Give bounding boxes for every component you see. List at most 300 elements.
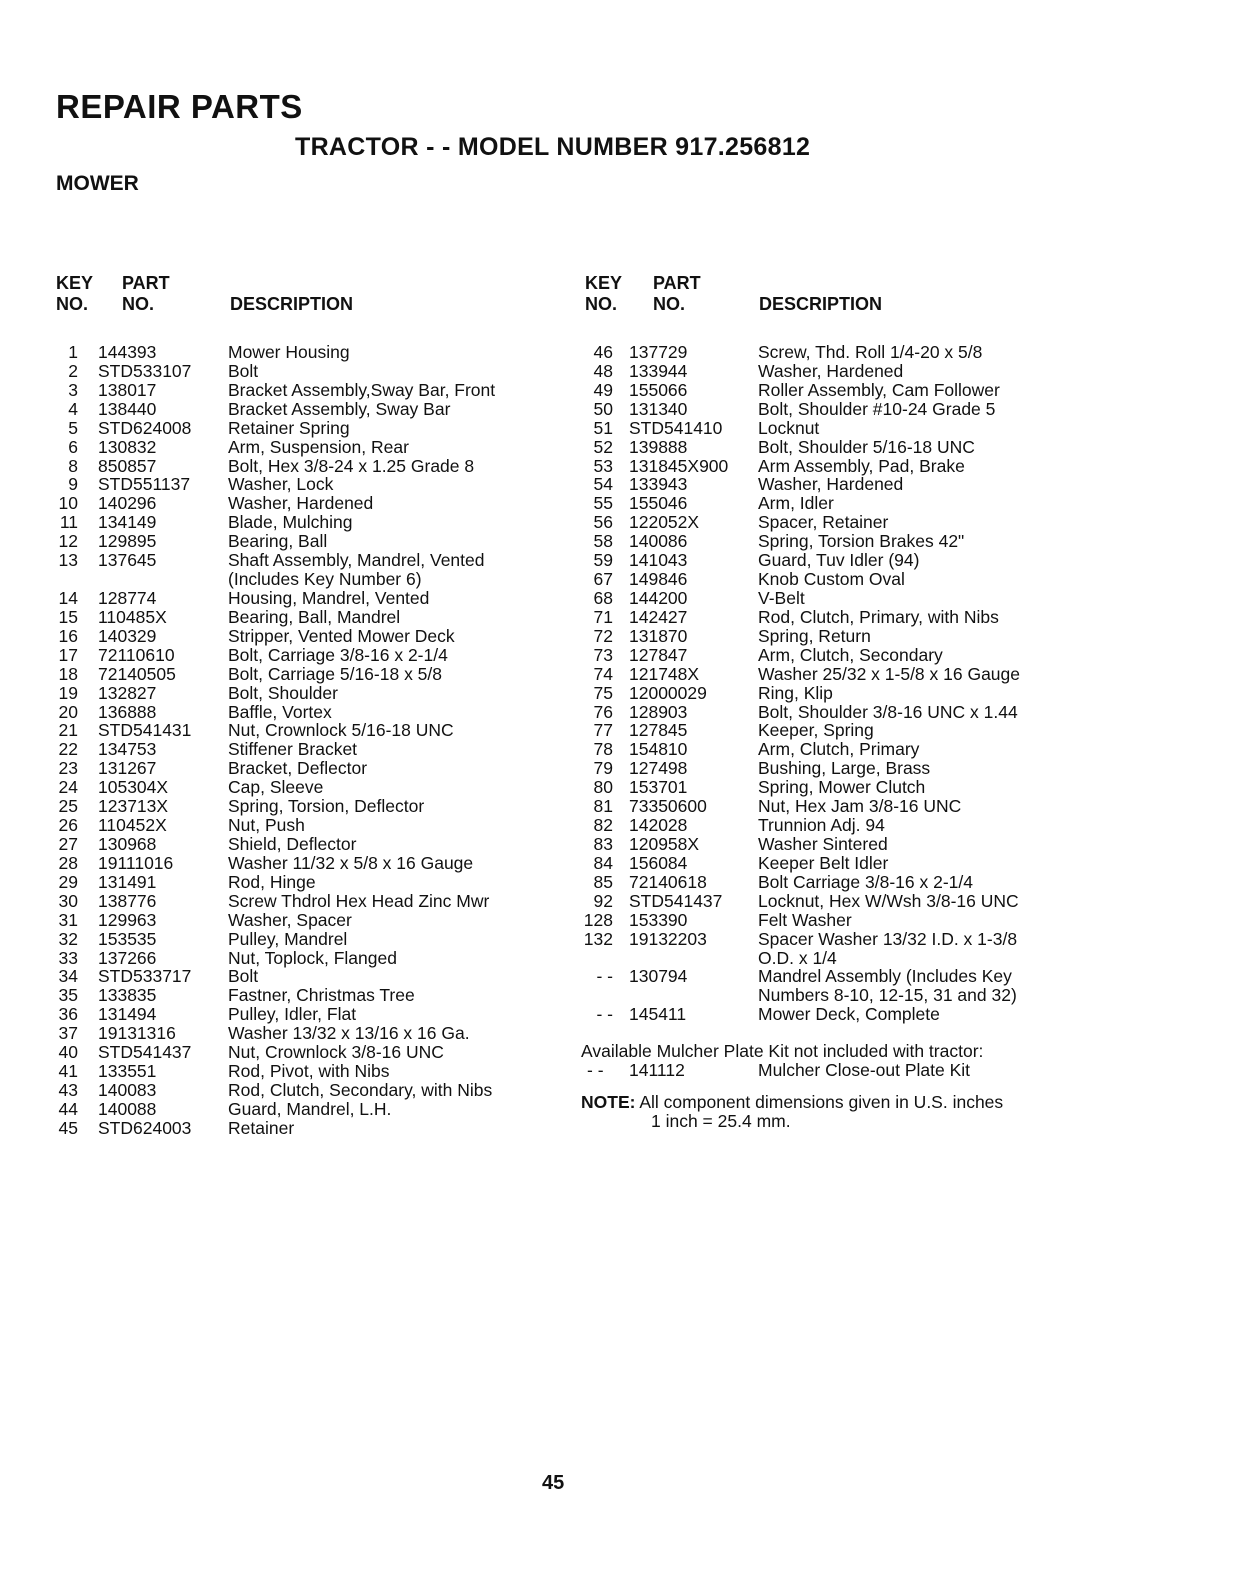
- key-number: 76: [593, 701, 613, 722]
- key-number: 30: [58, 890, 78, 911]
- part-description: Arm, Idler: [758, 493, 834, 514]
- part-description: Trunnion Adj. 94: [758, 815, 885, 836]
- key-number: 33: [58, 947, 78, 968]
- table-row: [52, 608, 542, 627]
- key-number: 17: [58, 644, 78, 665]
- part-number: 133835: [98, 985, 157, 1006]
- table-row: [52, 381, 542, 400]
- table-row: [581, 419, 1081, 438]
- part-number: 140083: [98, 1079, 157, 1100]
- key-number: 43: [58, 1079, 78, 1100]
- key-number: 83: [593, 833, 613, 854]
- description-header: DESCRIPTION: [759, 294, 883, 314]
- part-description: Locknut, Hex W/Wsh 3/8-16 UNC: [758, 890, 1019, 911]
- table-row: [52, 949, 542, 968]
- key-number: 128: [583, 909, 613, 930]
- part-description: Housing, Mandrel, Vented: [228, 588, 430, 608]
- part-number: 129895: [98, 531, 157, 552]
- table-row: [581, 721, 1081, 740]
- part-description: Roller Assembly, Cam Follower: [758, 379, 1000, 400]
- table-row: [52, 589, 542, 608]
- part-description: Washer, Hardened: [228, 493, 374, 514]
- part-number: 72140505: [98, 663, 176, 684]
- note-line-2: 1 inch = 25.4 mm.: [651, 1111, 791, 1131]
- key-number: 41: [58, 1061, 78, 1082]
- key-number: 85: [593, 871, 613, 892]
- part-description: Bolt, Carriage 5/16-18 x 5/8: [228, 663, 443, 684]
- part-description: Bolt: [228, 966, 259, 987]
- table-row: [52, 816, 542, 835]
- part-description: Washer 25/32 x 1-5/8 x 16 Gauge: [758, 663, 1021, 684]
- key-number: 28: [58, 852, 78, 873]
- part-description: Keeper, Spring: [758, 720, 874, 741]
- table-row: [581, 740, 1081, 759]
- part-description: Bolt, Shoulder 5/16-18 UNC: [758, 436, 975, 457]
- part-description: Bushing, Large, Brass: [758, 758, 931, 779]
- key-number: 15: [58, 606, 78, 627]
- part-description: Nut, Crownlock 5/16-18 UNC: [228, 720, 454, 741]
- part-description: Guard, Tuv Idler (94): [758, 550, 920, 571]
- key-number: 54: [593, 474, 613, 495]
- table-row: [52, 703, 542, 722]
- part-number: 72140618: [629, 871, 707, 892]
- table-row: [581, 778, 1081, 797]
- key-number: 27: [58, 833, 78, 854]
- part-number: 153390: [629, 909, 688, 930]
- key-number: 74: [593, 663, 613, 684]
- table-row: [581, 475, 1081, 494]
- part-description: Ring, Klip: [758, 682, 833, 703]
- part-number: 121748X: [629, 663, 700, 684]
- key-number: 25: [58, 796, 78, 817]
- part-description: Rod, Clutch, Secondary, with Nibs: [228, 1079, 493, 1100]
- key-number: 71: [593, 606, 613, 627]
- key-number: 1: [68, 342, 78, 362]
- table-row: [52, 1005, 542, 1024]
- part-description: Washer Sintered: [758, 833, 888, 854]
- table-row: [581, 494, 1081, 513]
- table-row: [581, 911, 1081, 930]
- part-description: Nut, Push: [228, 815, 305, 836]
- part-description: Spring, Return: [758, 625, 871, 646]
- part-number: 131494: [98, 1004, 157, 1025]
- key-number: 13: [58, 550, 78, 571]
- part-number: STD541431: [98, 720, 192, 741]
- part-number: 130968: [98, 833, 157, 854]
- part-number: 133551: [98, 1061, 157, 1082]
- key-number: 11: [59, 512, 78, 533]
- key-number: 132: [583, 928, 613, 949]
- part-number: 132827: [98, 682, 157, 703]
- part-number: 155066: [629, 379, 688, 400]
- key-number: 20: [58, 701, 78, 722]
- part-description: Nut, Toplock, Flanged: [228, 947, 397, 968]
- part-description: Bolt, Shoulder #10-24 Grade 5: [758, 398, 996, 419]
- key-number: 14: [58, 588, 78, 608]
- part-number: 138776: [98, 890, 157, 911]
- part-number: 137266: [98, 947, 157, 968]
- part-number: 153535: [98, 928, 157, 949]
- part-number: 134149: [98, 512, 157, 533]
- key-number: 50: [593, 398, 613, 419]
- table-row: [52, 930, 542, 949]
- key-number: 31: [58, 909, 78, 930]
- key-number: 23: [58, 758, 78, 779]
- key-number: 36: [58, 1004, 78, 1025]
- part-description: Screw, Thd. Roll 1/4-20 x 5/8: [758, 342, 983, 362]
- description-header: DESCRIPTION: [230, 294, 354, 314]
- key-number: 18: [58, 663, 78, 684]
- part-number: 127845: [629, 720, 688, 741]
- table-row: [581, 854, 1081, 873]
- key-header-1: KEY: [56, 273, 94, 293]
- table-row: [581, 381, 1081, 400]
- part-number: 127847: [629, 644, 688, 665]
- key-number: 44: [58, 1098, 78, 1119]
- part-number: 138440: [98, 398, 157, 419]
- part-description: V-Belt: [758, 587, 805, 608]
- part-number: 130794: [629, 966, 688, 987]
- part-description: Mower Deck, Complete: [758, 1004, 940, 1025]
- part-number: 105304X: [98, 777, 169, 798]
- part-number: 134753: [98, 739, 157, 760]
- part-number: 142427: [629, 606, 688, 627]
- key-number: 68: [593, 587, 613, 608]
- key-number: 49: [593, 379, 613, 400]
- mulcher-row: [581, 1061, 983, 1080]
- part-description: Arm Assembly, Pad, Brake: [758, 455, 965, 476]
- part-description: Spring, Torsion, Deflector: [228, 796, 425, 817]
- part-number: STD551137: [98, 474, 191, 495]
- part-description: Washer 11/32 x 5/8 x 16 Gauge: [228, 852, 474, 873]
- part-description: Blade, Mulching: [228, 512, 353, 533]
- part-description: Bracket Assembly,Sway Bar, Front: [228, 379, 496, 400]
- table-row: [52, 854, 542, 873]
- part-description: Stiffener Bracket: [228, 739, 358, 760]
- part-number: 120958X: [629, 833, 700, 854]
- key-number: 78: [593, 739, 613, 760]
- part-description: Bolt Carriage 3/8-16 x 2-1/4: [758, 871, 973, 892]
- key-number: 53: [593, 455, 613, 476]
- part-number: 153701: [629, 777, 688, 798]
- table-row: [581, 532, 1081, 551]
- key-number: 79: [593, 758, 613, 779]
- key-number: - -: [596, 1004, 613, 1025]
- key-number: 40: [58, 1042, 78, 1063]
- part-number: 131870: [629, 625, 688, 646]
- part-number: 122052X: [629, 512, 700, 533]
- part-description: Rod, Hinge: [228, 871, 316, 892]
- part-description: Washer, Spacer: [228, 909, 352, 930]
- part-number: STD624008: [98, 417, 192, 438]
- part-description: Rod, Pivot, with Nibs: [228, 1061, 390, 1082]
- mulcher-part: 141112: [629, 1060, 685, 1080]
- table-row: [52, 532, 542, 551]
- key-number: 16: [58, 625, 78, 646]
- part-number: 110485X: [98, 606, 167, 627]
- part-description: Guard, Mandrel, L.H.: [228, 1098, 392, 1119]
- table-row: [581, 873, 1081, 892]
- key-header-2: NO.: [585, 294, 618, 314]
- key-number: 81: [593, 796, 613, 817]
- table-row: [52, 513, 542, 532]
- key-number: 82: [593, 815, 613, 836]
- table-row: [52, 1043, 542, 1062]
- mulcher-key: - -: [587, 1060, 604, 1080]
- key-number: 35: [58, 985, 78, 1006]
- key-number: 8: [68, 455, 78, 476]
- part-description: Bolt, Shoulder: [228, 682, 338, 703]
- key-number: 34: [58, 966, 78, 987]
- key-number: 55: [593, 493, 613, 514]
- part-number: 156084: [629, 852, 688, 873]
- part-number: 145411: [629, 1004, 687, 1025]
- part-description: Arm, Clutch, Secondary: [758, 644, 943, 665]
- table-row: [52, 759, 542, 778]
- dimension-note: [581, 1093, 1003, 1131]
- part-description: Washer, Lock: [228, 474, 334, 495]
- part-description: Washer, Hardened: [758, 474, 904, 495]
- table-row: [52, 627, 542, 646]
- part-number: 12000029: [629, 682, 707, 703]
- key-number: 3: [68, 379, 78, 400]
- part-number: 140088: [98, 1098, 157, 1119]
- part-description: Felt Washer: [758, 909, 852, 930]
- table-row: [581, 400, 1081, 419]
- column-header: [581, 273, 1081, 343]
- part-number: 131845X900: [629, 455, 729, 476]
- part-number: 142028: [629, 815, 688, 836]
- key-number: 26: [58, 815, 78, 836]
- table-row: [52, 646, 542, 665]
- part-description: Washer 13/32 x 13/16 x 16 Ga.: [228, 1023, 470, 1044]
- table-row: [581, 816, 1081, 835]
- part-number: 155046: [629, 493, 688, 514]
- part-number: 144393: [98, 342, 157, 362]
- part-description: Shield, Deflector: [228, 833, 357, 854]
- part-number: 137729: [629, 342, 688, 362]
- part-number: 154810: [629, 739, 688, 760]
- part-number: STD533717: [98, 966, 192, 987]
- table-row: [52, 986, 542, 1005]
- part-number: 123713X: [98, 796, 169, 817]
- table-row: [581, 967, 1081, 1005]
- part-number: 19111016: [98, 852, 174, 873]
- part-header-2: NO.: [122, 294, 155, 314]
- part-description: Bearing, Ball: [228, 531, 328, 552]
- part-number: 141043: [629, 550, 688, 571]
- part-header-2: NO.: [653, 294, 686, 314]
- table-row: [581, 362, 1081, 381]
- table-row: [52, 797, 542, 816]
- table-row: [581, 703, 1081, 722]
- key-number: 72: [593, 625, 613, 646]
- key-number: 6: [68, 436, 78, 457]
- part-number: 140296: [98, 493, 157, 514]
- key-number: 75: [593, 682, 613, 703]
- table-row: [52, 911, 542, 930]
- table-row: [52, 362, 542, 381]
- key-number: 45: [58, 1117, 78, 1138]
- part-number: STD624003: [98, 1117, 192, 1138]
- key-number: 73: [593, 644, 613, 665]
- table-row: [581, 930, 1081, 968]
- part-description: Pulley, Mandrel: [228, 928, 348, 949]
- part-description: Bracket, Deflector: [228, 758, 368, 779]
- part-description: Nut, Hex Jam 3/8-16 UNC: [758, 796, 962, 817]
- table-row: [581, 646, 1081, 665]
- part-description: Rod, Clutch, Primary, with Nibs: [758, 606, 999, 627]
- part-description: Washer, Hardened: [758, 360, 904, 381]
- part-number: 73350600: [629, 796, 707, 817]
- subsection-title: MOWER: [56, 172, 139, 195]
- key-number: 77: [593, 720, 613, 741]
- table-row: [581, 570, 1081, 589]
- table-row: [52, 778, 542, 797]
- parts-list: [581, 343, 1081, 1024]
- table-row: [52, 400, 542, 419]
- part-description: Nut, Crownlock 3/8-16 UNC: [228, 1042, 444, 1063]
- key-header-1: KEY: [585, 273, 623, 293]
- table-row: [52, 1081, 542, 1100]
- part-description: Cap, Sleeve: [228, 777, 324, 798]
- table-row: [581, 759, 1081, 778]
- part-description: Locknut: [758, 417, 820, 438]
- model-title: TRACTOR - - MODEL NUMBER 917.256812: [295, 133, 811, 161]
- key-number: 51: [593, 417, 613, 438]
- part-number: 72110610: [98, 644, 175, 665]
- table-row: [52, 1024, 542, 1043]
- part-description: Retainer Spring: [228, 417, 350, 438]
- key-number: 48: [593, 360, 613, 381]
- part-description: Stripper, Vented Mower Deck: [228, 625, 455, 646]
- part-description: Mower Housing: [228, 342, 350, 362]
- key-number: 5: [68, 417, 78, 438]
- part-number: 128774: [98, 588, 157, 608]
- part-description: Baffle, Vortex: [228, 701, 332, 722]
- part-number: 127498: [629, 758, 688, 779]
- part-number: 131267: [98, 758, 157, 779]
- column-header: [52, 273, 542, 343]
- part-number: 110452X: [98, 815, 167, 836]
- key-number: 37: [58, 1023, 78, 1044]
- part-number: 136888: [98, 701, 157, 722]
- table-row: [581, 797, 1081, 816]
- table-row: [52, 419, 542, 438]
- part-description: Knob Custom Oval: [758, 569, 905, 590]
- key-number: 67: [593, 569, 613, 590]
- table-row: [52, 343, 542, 362]
- table-row: [52, 438, 542, 457]
- part-description: Screw Thdrol Hex Head Zinc Mwr: [228, 890, 490, 911]
- table-row: [52, 551, 542, 589]
- part-number: 19131316: [98, 1023, 176, 1044]
- table-row: [581, 1005, 1081, 1024]
- part-description: Keeper Belt Idler: [758, 852, 889, 873]
- part-description: Spring, Torsion Brakes 42": [758, 531, 965, 552]
- key-number: 29: [58, 871, 78, 892]
- key-number: 9: [68, 474, 78, 495]
- table-row: [581, 457, 1081, 476]
- table-row: [52, 1100, 542, 1119]
- table-row: [581, 589, 1081, 608]
- key-number: 32: [58, 928, 78, 949]
- key-number: 22: [58, 739, 78, 760]
- key-number: 19: [58, 682, 78, 703]
- part-description: Arm, Clutch, Primary: [758, 739, 920, 760]
- note-label: NOTE:: [581, 1092, 636, 1112]
- table-row: [581, 513, 1081, 532]
- part-description: Arm, Suspension, Rear: [228, 436, 409, 457]
- table-row: [581, 665, 1081, 684]
- part-description: Mandrel Assembly (Includes Key Numbers 8-10, 12-15, 31 and 32): [758, 966, 1017, 1006]
- mulcher-desc: Mulcher Close-out Plate Kit: [758, 1060, 971, 1080]
- part-description: Bolt: [228, 360, 259, 381]
- table-row: [52, 1119, 542, 1138]
- part-description: Shaft Assembly, Mandrel, Vented (Includes Key Number 6): [228, 550, 485, 590]
- key-number: 59: [593, 550, 613, 571]
- part-number: 130832: [98, 436, 157, 457]
- part-number: 19132203: [629, 928, 707, 949]
- part-description: Spacer, Retainer: [758, 512, 889, 533]
- part-description: Retainer: [228, 1117, 295, 1138]
- part-description: Spacer Washer 13/32 I.D. x 1-3/8 O.D. x 1/4: [758, 928, 1018, 968]
- key-number: 21: [58, 720, 78, 741]
- part-description: Bolt, Carriage 3/8-16 x 2-1/4: [228, 644, 448, 665]
- table-row: [52, 892, 542, 911]
- part-description: Bearing, Ball, Mandrel: [228, 606, 401, 627]
- table-row: [52, 740, 542, 759]
- table-row: [581, 343, 1081, 362]
- part-number: 129963: [98, 909, 157, 930]
- key-number: 84: [593, 852, 613, 873]
- table-row: [581, 684, 1081, 703]
- key-number: 80: [593, 777, 613, 798]
- table-row: [581, 892, 1081, 911]
- part-number: 138017: [98, 379, 157, 400]
- part-description: Spring, Mower Clutch: [758, 777, 926, 798]
- key-number: 12: [58, 531, 78, 552]
- key-number: 46: [593, 342, 613, 362]
- key-number: 2: [68, 360, 78, 381]
- table-row: [52, 873, 542, 892]
- part-number: STD541437: [98, 1042, 192, 1063]
- key-number: 4: [68, 398, 78, 419]
- table-row: [581, 627, 1081, 646]
- key-number: 58: [593, 531, 613, 552]
- table-row: [52, 457, 542, 476]
- part-description: Pulley, Idler, Flat: [228, 1004, 357, 1025]
- part-number: 144200: [629, 587, 688, 608]
- parts-list: [52, 343, 542, 1138]
- table-row: [52, 494, 542, 513]
- key-header-2: NO.: [56, 294, 89, 314]
- table-row: [52, 1062, 542, 1081]
- part-number: 140329: [98, 625, 157, 646]
- part-description: Fastner, Christmas Tree: [228, 985, 415, 1006]
- part-header-1: PART: [653, 273, 701, 293]
- part-number: STD541437: [629, 890, 723, 911]
- part-number: 139888: [629, 436, 688, 457]
- key-number: 24: [58, 777, 78, 798]
- note-line-1: All component dimensions given in U.S. inches: [639, 1092, 1004, 1112]
- table-row: [52, 475, 542, 494]
- mulcher-heading: Available Mulcher Plate Kit not included with tractor:: [581, 1041, 984, 1061]
- key-number: 92: [593, 890, 613, 911]
- part-number: STD533107: [98, 360, 192, 381]
- part-number: 131340: [629, 398, 688, 419]
- part-number: 133943: [629, 474, 688, 495]
